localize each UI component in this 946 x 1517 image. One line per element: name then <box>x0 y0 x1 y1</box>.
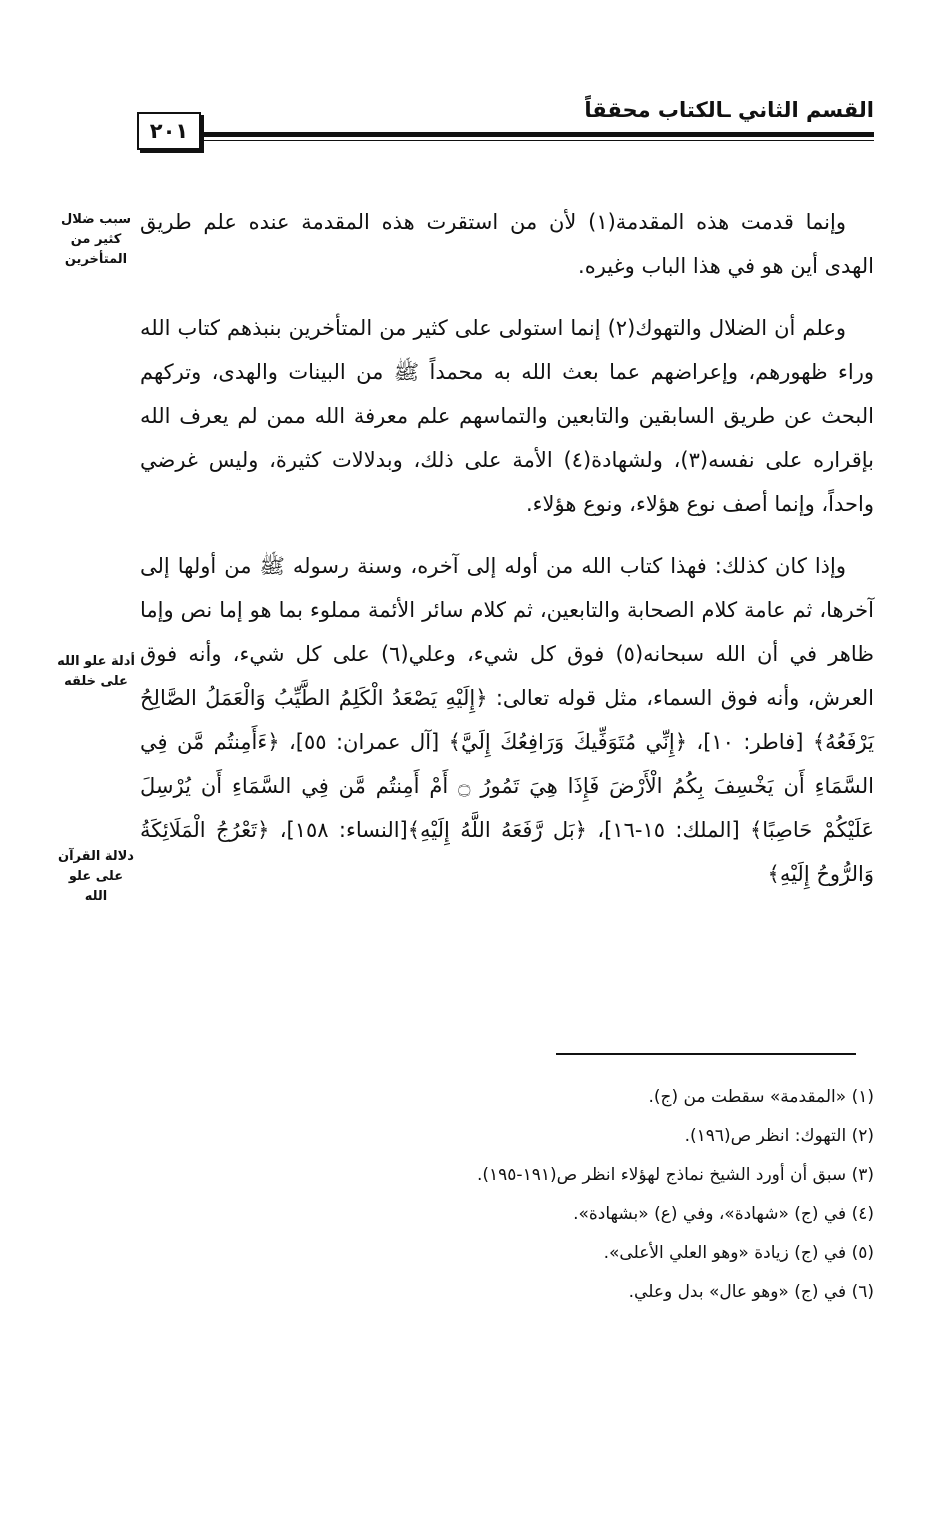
header-rule <box>200 132 874 137</box>
paragraph-1: وإنما قدمت هذه المقدمة(١) لأن من استقرت هذه المقدمة عنده علم طريق الهدى أين هو في هذا الباب وغيره. <box>140 210 874 278</box>
paragraph-3: وإذا كان كذلك: فهذا كتاب الله من أوله إلى آخره، وسنة رسوله ﷺ من أولها إلى آخرها، ثم عامة كلام الصحابة والتابعين، ثم كلام سائر الأئمة مملوء بما هو إما نص وإما ظاهر في أن الله سبحانه(٥) فوق كل شيء، وعلي(٦) على كل شيء، وأنه فوق العرش، وأنه فوق السماء، مثل قوله تعالى: ﴿إِلَيْهِ يَصْعَدُ الْكَلِمُ الطَّيِّبُ وَالْعَمَلُ الصَّالِحُ يَرْفَعُهُ﴾ [فاطر: ١٠]، ﴿إِنِّي مُتَوَفِّيكَ وَرَافِعُكَ إِلَيَّ﴾ [آل عمران: ٥٥]، ﴿ءَأَمِنتُم مَّن فِي السَّمَاءِ أَن يَخْسِفَ بِكُمُ الْأَرْضَ فَإِذَا هِيَ تَمُورُ ۝ أَمْ أَمِنتُم مَّن فِي السَّمَاءِ أَن يُرْسِلَ عَلَيْكُمْ حَاصِبًا﴾ [الملك: ١٥-١٦]، ﴿بَل رَّفَعَهُ اللَّهُ إِلَيْهِ﴾[النساء: ١٥٨]، ﴿تَعْرُجُ الْمَلَائِكَةُ وَالرُّوحُ إِلَيْهِ﴾ <box>140 554 875 886</box>
footnote-4: (٤) في (ج) «شهادة»، وفي (ع) «بشهادة». <box>573 1204 874 1224</box>
margin-note-2: أدلة علو الله على خلقه <box>57 654 135 689</box>
footnote-2: (٢) التهوك: انظر ص(١٩٦). <box>684 1126 874 1146</box>
paragraph-2: وعلم أن الضلال والتهوك(٢) إنما استولى على كثير من المتأخرين بنبذهم كتاب الله وراء ظهورهم، وإعراضهم عما بعث الله به محمداً ﷺ من البينات والهدى، وتركهم البحث عن طريق السابقين والتابعين والتماسهم علم معرفة الله ممن لم يعرف الله بإقراره على نفسه(٣)، ولشهادة(٤) الأمة على ذلك، وبدلالات كثيرة، وليس غرضي واحداً، وإنما أصف نوع هؤلاء، ونوع هؤلاء. <box>140 316 874 516</box>
footnote-3: (٣) سبق أن أورد الشيخ نماذج لهؤلاء انظر ص(١٩١-١٩٥). <box>476 1165 874 1185</box>
footnotes <box>140 1078 874 1312</box>
footnote-5: (٥) في (ج) زيادة «وهو العلي الأعلى». <box>603 1243 874 1263</box>
header-rule-thin <box>200 140 874 141</box>
running-header-title: القسم الثاني ـالكتاب محققاً <box>584 98 874 122</box>
footnote-1: (١) «المقدمة» سقطت من (ج). <box>648 1087 874 1107</box>
margin-note-1: سبب ضلال كثير من المتأخرين <box>60 212 132 267</box>
footnote-separator <box>556 1053 856 1055</box>
margin-note-3: دلالة القرآن على علو الله <box>58 849 134 904</box>
footnote-6: (٦) في (ج) «وهو عال» بدل وعلي. <box>628 1282 874 1302</box>
page-number: ٢٠١ <box>137 112 201 150</box>
main-text <box>140 200 874 896</box>
